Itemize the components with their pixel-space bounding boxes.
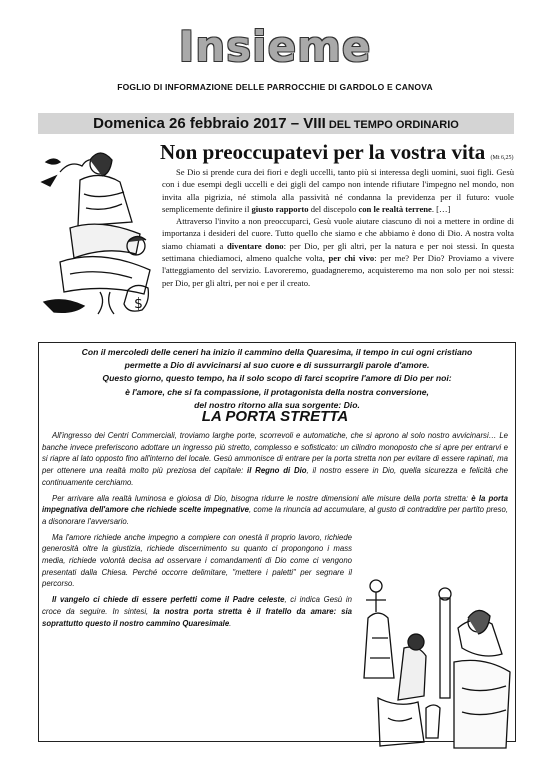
headline-text: Non preoccupatevi per la vostra vita	[160, 140, 486, 164]
porta-paragraph-1: All'ingresso dei Centri Commerciali, troviamo larghe porte, scorrevoli e automatiche, che si aprono al solo nostro avvicinarsi… Le banche invece preferiscono adottare un ingresso più stretto, complesso e sofisticato: un cilindro monoposto che si apre per entrarvi e si riapre al lato opposto fino all'interno del locale. Gesù ammonisce di entrare per la porta stretta non per evitare di essere rapinati, ma per ottenere una realtà molto più preziosa del capitale: il Regno di Dio, il nostro essere in Dio, quella sicurezza e felicità che continuamente cerchiamo.	[42, 431, 508, 487]
illustration-narrow-door	[358, 578, 518, 756]
masthead-subtitle: FOGLIO DI INFORMAZIONE DELLE PARROCCHIE DI GARDOLO E CANOVA	[117, 82, 433, 92]
intro-line: del nostro ritorno alla sua sorgente: Dio.	[194, 399, 360, 410]
svg-text:$: $	[134, 296, 143, 312]
intro-line: è l'amore, che si fa compassione, il protagonista della nostra conversione,	[125, 386, 429, 397]
masthead-title: Insieme	[178, 22, 372, 71]
intro-line: Con il mercoledì delle ceneri ha inizio il cammino della Quaresima, il tempo in cui ogni cristiano	[81, 347, 473, 357]
intro-line: Questo giorno, questo tempo, ha il solo scopo di farci scoprire l'amore di Dio per noi:	[102, 373, 452, 384]
headline-reference: (Mt 6,25)	[490, 155, 514, 161]
date-rest: DEL TEMPO ORDINARIO	[325, 119, 459, 131]
article-paragraph-2: Attraverso l'invito a non preoccuparci, Gesù vuole aiutare ciascuno di noi a mettere in ordine di importanza i desideri del cuore. Tutto quello che siamo e che abbiamo è dono di Dio. A nostra volta siamo chiamati a diventare dono: per Dio, per gli altri, per la natura e per noi stessi. In questa settimana chiediamoci, almeno qualche volta, per chi vivo: per me? Per Dio? Proviamo a vivere l'atteggiamento del servizio. Lavoreremo, guadagneremo, acquisteremo ma non solo per noi stessi: per Dio, per gli altri, per noi e per il creato.	[162, 216, 515, 288]
porta-paragraph-4: Il vangelo ci chiede di essere perfetti come il Padre celeste, ci indica Gesù in croce da seguire. In sintesi, la nostra porta stretta è il fratello da amare: sia soprattutto questo il nostro cammino Quaresimale.	[42, 595, 352, 628]
date-bar	[38, 113, 514, 134]
article-paragraph-1: Se Dio si prende cura dei fiori e degli uccelli, tanto più si interessa degli uomini, suoi figli. Gesù con i due esempi degli uccelli e dei gigli del campo non intende rifiutare l'impegno nel mondo, non invita alla pigrizia, né stimola alla passività né condanna la previdenza per il futuro: vuole semplicemente definire il giusto rapporto del discepolo con le realtà terrene. […]	[162, 167, 514, 214]
porta-paragraph-3: Ma l'amore richiede anche impegno a compiere con onestà il proprio lavoro, richiede generosità oltre la giustizia, richiede discernimento su quanto ci propongono i mass media, richiede volontà decisa ad osservare i comandamenti di Dio come ci vengono presentati dalla Chiesa. Perché occorre delimitare, "mettere i paletti" per segnare il percorso.	[42, 532, 352, 589]
lent-intro	[42, 346, 512, 412]
intro-line: permette a Dio di avvicinarsi al suo cuore e di sussurrargli parole d'amore.	[124, 360, 430, 371]
article-body	[40, 166, 514, 316]
section-heading: LA PORTA STRETTA	[201, 408, 349, 425]
porta-paragraph-2: Per arrivare alla realtà luminosa e gioiosa di Dio, bisogna ridurre le nostre dimensioni alle misure della porta stretta: è la porta impegnativa dell'amore che richiede scelte impegnative, come la rinuncia ad accumulare, al gusto di contraddire per partito preso, a disonorare l'avversario.	[42, 493, 508, 526]
date-main: Domenica 26 febbraio 2017 – VIII	[93, 115, 326, 132]
